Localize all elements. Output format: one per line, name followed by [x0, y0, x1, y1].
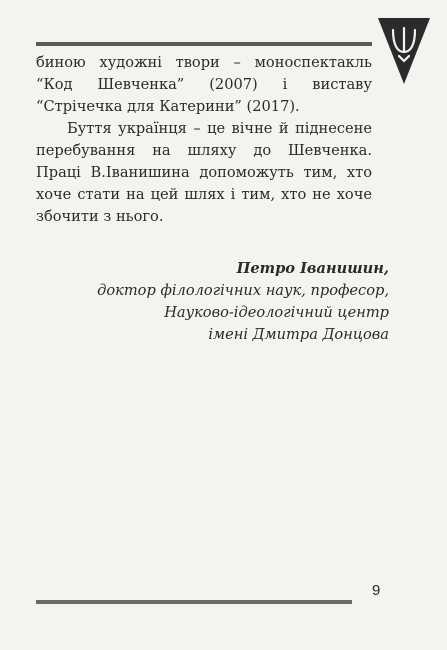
author-title: доктор філологічних наук, професор,: [97, 282, 389, 299]
trident-emblem-icon: [378, 18, 430, 84]
author-org-line-1: Науково-ідеологічний центр: [164, 304, 389, 321]
top-rule: [36, 42, 372, 46]
author-org-line-2: імені Дмитра Донцова: [208, 326, 389, 343]
paragraph-2: Буття українця – це вічне й піднесене перебування на шляху до Шевченка. Праці В.Іванишина допоможуть тим, хто хоче стати на цей шлях і тим, хто не хоче збочити з нього.: [36, 120, 372, 225]
author-name: Петро Іванишин,: [236, 260, 389, 277]
bottom-rule: [36, 600, 352, 604]
signature-block: [97, 258, 389, 346]
body-text: [36, 52, 372, 228]
paragraph-1: биною художні твори – моноспектакль “Код Шевченка” (2007) і виставу “Стрічечка для Катерини” (2017).: [36, 54, 372, 115]
page-number: 9: [372, 582, 381, 599]
